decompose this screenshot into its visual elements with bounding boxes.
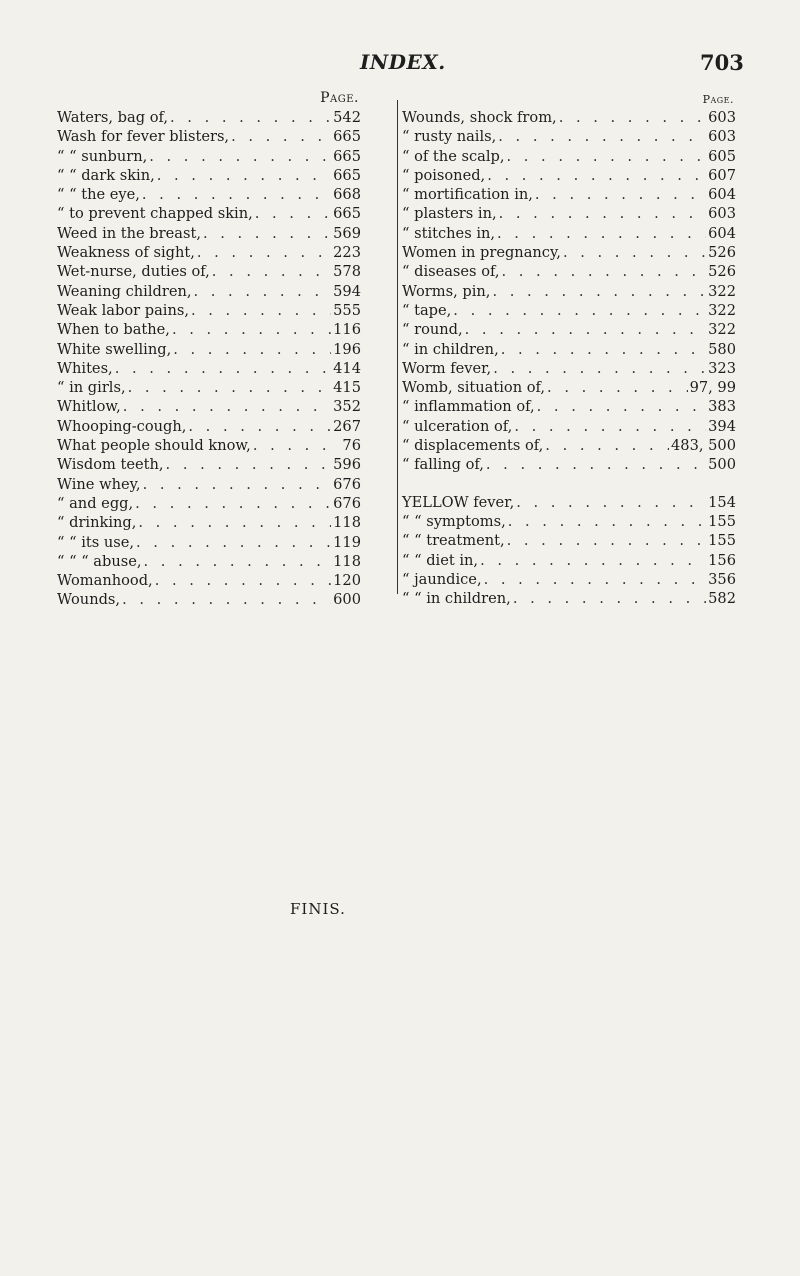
index-entry bbox=[402, 436, 736, 455]
index-entry bbox=[57, 552, 361, 571]
dot-leader bbox=[155, 571, 331, 590]
entry-label: When to bathe, bbox=[57, 321, 170, 339]
entry-label: Whites, bbox=[57, 359, 113, 377]
entry-page: 665 bbox=[333, 166, 361, 184]
entry-label: “ diseases of, bbox=[402, 263, 500, 281]
dot-leader bbox=[197, 243, 331, 262]
index-entry bbox=[57, 436, 361, 455]
entry-page: 323 bbox=[708, 359, 736, 377]
entry-label: “ tape, bbox=[402, 301, 452, 319]
entry-page: 555 bbox=[333, 301, 361, 319]
entry-label: Womanhood, bbox=[57, 572, 153, 590]
dot-leader bbox=[492, 282, 706, 301]
entry-page: 414 bbox=[333, 359, 361, 377]
dot-leader bbox=[465, 320, 706, 339]
entry-label: “ to prevent chapped skin, bbox=[57, 205, 253, 223]
dot-leader bbox=[173, 340, 331, 359]
entry-label: “ “ in children, bbox=[402, 590, 511, 608]
entry-label: Weakness of sight, bbox=[57, 244, 195, 262]
dot-leader bbox=[480, 551, 706, 570]
entry-label: “ plasters in, bbox=[402, 205, 497, 223]
entry-label: “ mortification in, bbox=[402, 186, 533, 204]
index-entry bbox=[402, 455, 736, 474]
index-entry bbox=[57, 147, 361, 166]
entry-page: 603 bbox=[708, 128, 736, 146]
index-entry bbox=[57, 455, 361, 474]
dot-leader bbox=[497, 224, 706, 243]
entry-page: 155 bbox=[708, 532, 736, 550]
index-entry bbox=[57, 340, 361, 359]
entry-label: “ “ treatment, bbox=[402, 532, 505, 550]
entry-label: “ displacements of, bbox=[402, 437, 544, 455]
dot-leader bbox=[255, 204, 331, 223]
index-entry bbox=[402, 551, 736, 570]
entry-page: 322 bbox=[708, 301, 736, 319]
page-column-label: Page. bbox=[702, 93, 734, 106]
entry-page: 118 bbox=[333, 552, 361, 570]
index-entry bbox=[57, 533, 361, 552]
dot-leader bbox=[149, 147, 331, 166]
index-entry bbox=[57, 301, 361, 320]
entry-page: 356 bbox=[708, 570, 736, 588]
entry-page: 120 bbox=[333, 572, 361, 590]
entry-page: 607 bbox=[708, 166, 736, 184]
entry-label: “ “ its use, bbox=[57, 533, 135, 551]
page-header bbox=[0, 50, 800, 80]
entry-label: “ in girls, bbox=[57, 379, 126, 397]
index-entry bbox=[402, 185, 736, 204]
dot-leader bbox=[501, 340, 706, 359]
entry-page: 322 bbox=[708, 321, 736, 339]
entry-page: 676 bbox=[333, 475, 361, 493]
dot-leader bbox=[157, 166, 331, 185]
entry-label: Wounds, shock from, bbox=[402, 109, 557, 126]
dot-leader bbox=[486, 455, 706, 474]
entry-label: Whooping-cough, bbox=[57, 417, 187, 435]
entry-label: Wash for fever blisters, bbox=[57, 128, 230, 146]
entry-label: “ round, bbox=[402, 321, 463, 339]
index-entry bbox=[402, 359, 736, 378]
index-entry bbox=[402, 531, 736, 550]
dot-leader bbox=[493, 359, 706, 378]
index-entry bbox=[402, 378, 736, 397]
dot-leader bbox=[166, 455, 332, 474]
entry-label: Wine whey, bbox=[57, 475, 141, 493]
index-entry bbox=[402, 301, 736, 320]
dot-leader bbox=[516, 493, 706, 512]
entry-page: 605 bbox=[708, 147, 736, 165]
dot-leader bbox=[135, 494, 331, 513]
dot-leader bbox=[172, 320, 331, 339]
entry-page: 500 bbox=[708, 456, 736, 474]
index-entry bbox=[57, 262, 361, 281]
dot-leader bbox=[507, 531, 707, 550]
entry-label: What people should know, bbox=[57, 437, 251, 455]
entry-label: Women in pregnancy, bbox=[402, 244, 561, 262]
index-column-right bbox=[402, 90, 736, 608]
entry-page: 76 bbox=[342, 437, 361, 455]
entry-page: 676 bbox=[333, 494, 361, 512]
dot-leader bbox=[144, 552, 332, 571]
index-entry bbox=[402, 282, 736, 301]
dot-leader bbox=[498, 127, 706, 146]
index-entry bbox=[402, 493, 736, 512]
index-entries-right bbox=[402, 108, 736, 608]
entry-page: 526 bbox=[708, 244, 736, 262]
entry-page: 603 bbox=[708, 205, 736, 223]
entry-page: 322 bbox=[708, 282, 736, 300]
dot-leader bbox=[143, 475, 332, 494]
entry-page: 580 bbox=[708, 340, 736, 358]
entry-page: 582 bbox=[708, 590, 736, 608]
entry-label: “ “ “ abuse, bbox=[57, 552, 142, 570]
dot-leader bbox=[545, 436, 669, 455]
entry-page: 604 bbox=[708, 224, 736, 242]
entry-label: Wisdom teeth, bbox=[57, 456, 164, 474]
finis-mark: FINIS. bbox=[290, 900, 346, 918]
dot-leader bbox=[502, 262, 707, 281]
index-entry bbox=[57, 475, 361, 494]
index-entry bbox=[57, 224, 361, 243]
running-title: INDEX. bbox=[360, 50, 446, 74]
entry-label: Whitlow, bbox=[57, 398, 121, 416]
dot-leader bbox=[122, 590, 331, 609]
entry-label: “ jaundice, bbox=[402, 570, 482, 588]
index-entry bbox=[402, 340, 736, 359]
dot-leader bbox=[188, 417, 331, 436]
entry-page: 665 bbox=[333, 205, 361, 223]
dot-leader bbox=[453, 301, 706, 320]
index-entry bbox=[57, 185, 361, 204]
entry-page: 603 bbox=[708, 109, 736, 126]
entry-page: 542 bbox=[333, 109, 361, 126]
entry-page: 118 bbox=[333, 514, 361, 532]
dot-leader bbox=[484, 570, 707, 589]
page-number: 703 bbox=[700, 50, 744, 75]
entry-page: 196 bbox=[333, 340, 361, 358]
index-entry bbox=[402, 262, 736, 281]
entry-label: Waters, bag of, bbox=[57, 109, 169, 126]
entry-page: 156 bbox=[708, 551, 736, 569]
entry-page: 526 bbox=[708, 263, 736, 281]
entry-page: 578 bbox=[333, 263, 361, 281]
dot-leader bbox=[559, 108, 706, 127]
index-entry bbox=[402, 224, 736, 243]
index-entry bbox=[57, 204, 361, 223]
index-entry bbox=[402, 147, 736, 166]
index-entry bbox=[402, 204, 736, 223]
entry-label: “ “ dark skin, bbox=[57, 166, 155, 184]
dot-leader bbox=[136, 533, 331, 552]
entry-page: 594 bbox=[333, 282, 361, 300]
dot-leader bbox=[203, 224, 331, 243]
dot-leader bbox=[191, 301, 331, 320]
entry-label: YELLOW fever, bbox=[402, 493, 515, 511]
dot-leader bbox=[138, 513, 331, 532]
entry-label: “ “ sunburn, bbox=[57, 147, 148, 165]
entry-label: “ of the scalp, bbox=[402, 147, 505, 165]
index-entry bbox=[57, 243, 361, 262]
entry-page: 483, 500 bbox=[671, 437, 736, 455]
index-entry bbox=[57, 108, 361, 127]
index-entry bbox=[57, 590, 361, 609]
entry-label: “ stitches in, bbox=[402, 224, 496, 242]
dot-leader bbox=[513, 589, 706, 608]
entry-label: Weed in the breast, bbox=[57, 224, 201, 242]
entry-label: “ poisoned, bbox=[402, 166, 486, 184]
index-entry bbox=[57, 513, 361, 532]
entry-page: 394 bbox=[708, 417, 736, 435]
entry-label: Weak labor pains, bbox=[57, 301, 189, 319]
index-entry bbox=[57, 359, 361, 378]
entry-page: 604 bbox=[708, 186, 736, 204]
index-entry bbox=[57, 494, 361, 513]
dot-leader bbox=[487, 166, 706, 185]
entry-page: 600 bbox=[333, 591, 361, 609]
entry-page: 155 bbox=[708, 512, 736, 530]
entry-page: 352 bbox=[333, 398, 361, 416]
entry-label: “ “ symptoms, bbox=[402, 512, 506, 530]
index-entry bbox=[57, 282, 361, 301]
index-entry bbox=[57, 417, 361, 436]
entry-label: “ drinking, bbox=[57, 514, 137, 532]
index-entry bbox=[402, 417, 736, 436]
entry-label: Worms, pin, bbox=[402, 282, 491, 300]
entry-page: 154 bbox=[708, 493, 736, 511]
entry-label: White swelling, bbox=[57, 340, 172, 358]
dot-leader bbox=[508, 512, 706, 531]
dot-leader bbox=[547, 378, 688, 397]
entry-page: 119 bbox=[333, 533, 361, 551]
index-entries-left bbox=[57, 108, 361, 610]
dot-leader bbox=[253, 436, 341, 455]
dot-leader bbox=[123, 397, 331, 416]
dot-leader bbox=[506, 147, 706, 166]
index-entry bbox=[57, 571, 361, 590]
dot-leader bbox=[170, 108, 331, 127]
column-divider bbox=[397, 100, 398, 594]
entry-label: “ rusty nails, bbox=[402, 128, 497, 146]
index-entry bbox=[57, 127, 361, 146]
entry-page: 665 bbox=[333, 147, 361, 165]
page-column-label: Page. bbox=[320, 90, 359, 106]
dot-leader bbox=[115, 359, 331, 378]
entry-page: 415 bbox=[333, 379, 361, 397]
entry-label: Womb, situation of, bbox=[402, 379, 546, 397]
dot-leader bbox=[537, 397, 707, 416]
dot-leader bbox=[142, 185, 331, 204]
index-entry bbox=[57, 378, 361, 397]
dot-leader bbox=[535, 185, 706, 204]
entry-label: “ “ the eye, bbox=[57, 186, 140, 204]
index-entry bbox=[402, 166, 736, 185]
entry-label: Weaning children, bbox=[57, 282, 192, 300]
index-entry bbox=[57, 397, 361, 416]
entry-page: 596 bbox=[333, 456, 361, 474]
entry-label: Worm fever, bbox=[402, 359, 492, 377]
entry-label: Wounds, bbox=[57, 591, 121, 609]
index-entry bbox=[402, 108, 736, 127]
entry-page: 383 bbox=[708, 398, 736, 416]
index-entry bbox=[402, 397, 736, 416]
entry-page: 665 bbox=[333, 128, 361, 146]
index-column-left bbox=[57, 90, 361, 610]
entry-label: “ in children, bbox=[402, 340, 499, 358]
entry-label: “ inflammation of, bbox=[402, 398, 535, 416]
index-entry bbox=[402, 320, 736, 339]
entry-page: 668 bbox=[333, 186, 361, 204]
index-entry bbox=[402, 570, 736, 589]
entry-label: “ and egg, bbox=[57, 494, 134, 512]
entry-page: 116 bbox=[333, 321, 361, 339]
entry-page: 267 bbox=[333, 417, 361, 435]
index-entry bbox=[402, 512, 736, 531]
index-entry bbox=[402, 589, 736, 608]
entry-label: “ ulceration of, bbox=[402, 417, 513, 435]
entry-label: “ “ diet in, bbox=[402, 551, 479, 569]
dot-leader bbox=[231, 127, 331, 146]
dot-leader bbox=[128, 378, 332, 397]
dot-leader bbox=[514, 417, 706, 436]
entry-label: Wet-nurse, duties of, bbox=[57, 263, 210, 281]
entry-label: “ falling of, bbox=[402, 456, 484, 474]
entry-page: 569 bbox=[333, 224, 361, 242]
index-entry bbox=[57, 320, 361, 339]
index-entry bbox=[402, 243, 736, 262]
dot-leader bbox=[499, 204, 707, 223]
index-entry bbox=[402, 127, 736, 146]
entry-page: 97, 99 bbox=[689, 379, 736, 397]
dot-leader bbox=[212, 262, 331, 281]
entry-page: 223 bbox=[333, 244, 361, 262]
dot-leader bbox=[194, 282, 332, 301]
dot-leader bbox=[563, 243, 706, 262]
index-entry bbox=[57, 166, 361, 185]
